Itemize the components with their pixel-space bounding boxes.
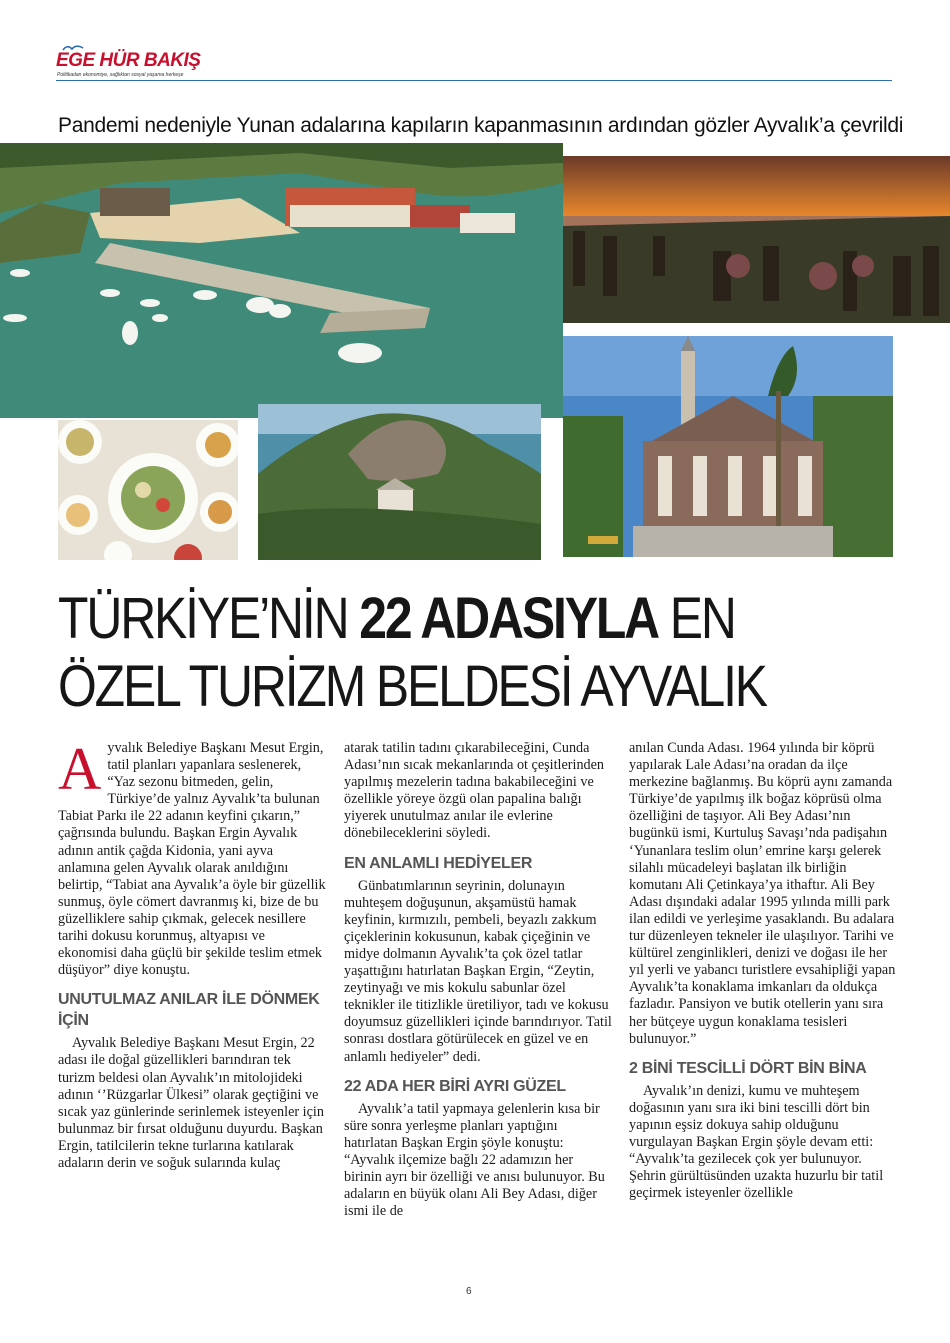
header-divider [56,80,892,81]
subheading-meaningful-gifts: EN ANLAMLI HEDİYELER [344,854,533,872]
aerial-harbor-photo [0,143,563,418]
subheading-registered-buildings: 2 BİNİ TESCİLLİ DÖRT BİN BİNA [629,1059,867,1077]
paragraph: Ayvalık Belediye Başkanı Mesut Ergin, 22 adası ile doğal güzellikleri barındıran tek turizm beldesi olan Ayvalık’ın mitolojideki adının ‘’Rüzgarlar Ülkesi” olarak geçtiğini ve sıcak yaz günlerinde serinlemek isteyenler için bulunmaz bir fırsat olduğunu duyurdu. Başkan Ergin, tatilcilerin tekne turlarına katılarak adaların derin ve soğuk sularında kulaç [58,1035,324,1171]
meze-plates-photo [58,420,238,560]
article-column-1 [58,736,326,1172]
intro-text: yvalık Belediye Başkanı Mesut Ergin, tatil planları yapanlara seslenerek, “Yaz sezonu bitmeden, gelin, Türkiye’de yalnız Ayvalık’ta bulunan Tabiat Parkı ile 22 adanın keyfini çıkarın,” çağrısında bulundu. Başkan Ergin Ayvalık adının antik çağda Kidonia, yani ayva anlamına gelen Ayvalık olarak anıldığını belirtip, “Tabiat ana Ayvalık’a öyle bir güzellik sunmuş, öyle cömert davranmış ki, bize de bu güzelliklere sahip çıkmak, gelecek nesillere tarihi dokusu korunmuş, altyapısı ve ekonomisi daha güçlü bir şekilde teslim etmek düşüyor” diye konuştu. [58,740,326,979]
title-text-part-1: TÜRKİYE’NİN [58,586,360,651]
sunset-viewpoint-photo [563,156,950,323]
paragraph: atarak tatilin tadını çıkarabileceğini, Cunda Adası’nın sıcak mekanlarında ot çeşitlerinden yapılmış mezelerin tadına bakabileceğini ve özellikle yöreye özgü olan papalina balığı yiyerek unutulmaz anılar ile evlerine dönebileceklerini söyledi. [344,740,605,842]
drop-cap: A [58,736,102,802]
page-number: 6 [466,1286,472,1297]
paragraph: Günbatımlarının seyrinin, dolunayın muhteşem doğuşunun, akşamüstü hamak keyfinin, kırmızılı, pembeli, beyazlı zakkum çiçeklerinin kokusunun, kabak çiçeğinin ve midye dolmanın Ayvalık’ta çok özel tatlar yaşattığını hatırlatan Başkan Ergin, “Zeytin, zeytinyağı ve mis kokulu sabunlar özel teknikler ile titizlikle üretiliyor, tadı ve kokusu doyumsuz güzellikleri içinde barındırıyor. Tatil sonrası dostlara götürülecek en güzel ve en anlamlı hediyeler” dedi. [344,877,612,1065]
subheading-unforgettable-memories: UNUTULMAZ ANILAR İLE DÖNMEK İÇİN [58,991,320,1030]
title-text-part-2: EN [658,586,735,651]
article-column-3 [629,740,897,1202]
intro-paragraph [58,736,326,979]
masthead-tagline: Politikadan ekonomiye, sağlıktan sosyal yaşama herkeşe [57,72,184,78]
main-title-line-2: ÖZEL TURİZM BELDESİ AYVALIK [58,654,766,719]
paragraph: Ayvalık’ın denizi, kumu ve muhteşem doğasının yanı sıra iki bini tescilli dört bin yapının eşsiz dokuya sahip olduğunu vurgulayan Başkan Ergin şöyle devam etti: “Ayvalık’ta gezilecek çok yer bulunuyor. Şehrin gürültüsünden uzakta huzurlu bir tatil geçirmek isteyenler özellikle [629,1082,884,1202]
main-title-line-1 [58,585,735,652]
article-column-2 [344,740,612,1220]
subheading-22-islands: 22 ADA HER BİRİ AYRI GÜZEL [344,1077,566,1095]
title-text-bold: 22 ADASIYLA [359,586,659,651]
article-kicker: Pandemi nedeniyle Yunan adalarına kapıların kapanmasının ardından gözler Ayvalık’a çevrildi [58,114,904,137]
paragraph: anılan Cunda Adası. 1964 yılında bir köprü yapılarak Lale Adası’na oradan da ilçe merkezine bağlanmış. Bu köprü aynı zamanda Türkiye’de yapılmış ilk boğaz köprüsü olma özelliğini de taşıyor. Ali Bey Adası’nın bugünkü ismi, Kurtuluş Savaşı’nda padişahın ‘Yunanlara teslim olun’ emrine karşı gelerek silahlı mücadeleyi başlatan ilk birliğin komutanı Ali Çetinkaya’ya ithaftır. Ali Bey Adası dışındaki adalar 1995 yılında milli park ilan edildi ve yerleşime yasaklandı. Bu adalara tur düzenleyen tekneler ile ulaşılıyor. Tarihi ve kültürel zenginlikleri, denizi ve doğası ile her yıl yerli ve yabancı turistlere evsahipliği yapan Ayvalık’ta konaklama imkanları da oldukça fazladır. Pansiyon ve butik otellerin yanı sıra her bütçeye uygun konaklama tesisleri bulunuyor.” [629,740,896,1047]
masthead-logo[interactable]: EGE HÜR BAKIŞ [56,50,201,71]
paragraph: Ayvalık’a tatil yapmaya gelenlerin kısa bir süre sonra yerleşme planları yaptığını hatırlatan Başkan Ergin şöyle konuştu: “Ayvalık ilçemize bağlı 22 adamızın her birinin ayrı bir özelliği ve anısı bulunuyor. Bu adaların en büyük olanı Ali Bey Adası, diğer ismi ile de [344,1100,605,1220]
mosque-building-photo [563,336,893,557]
island-chapel-photo [258,404,541,560]
